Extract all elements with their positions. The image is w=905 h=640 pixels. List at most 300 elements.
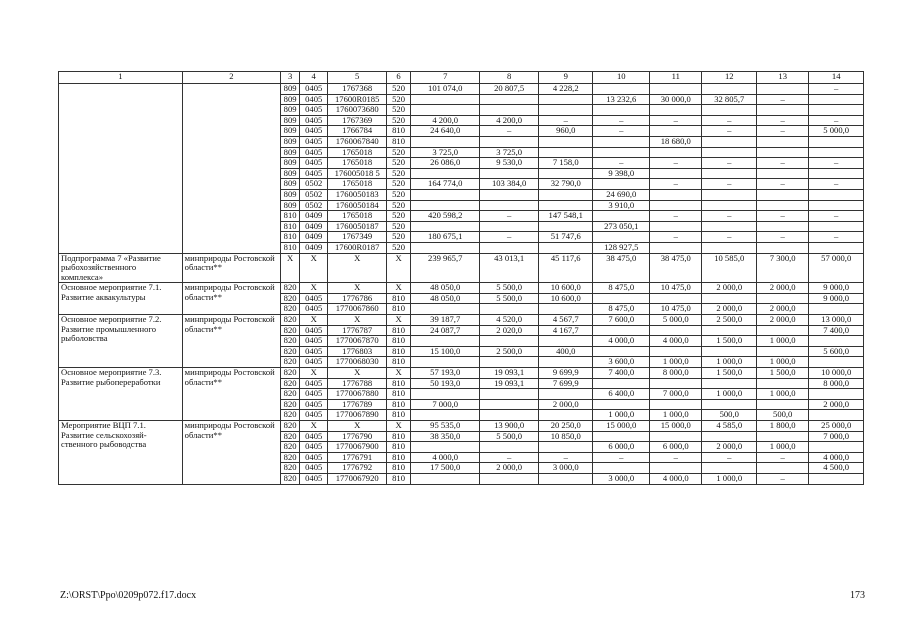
amount-cell: [411, 168, 480, 179]
code-cell: 520: [387, 115, 411, 126]
amount-cell: [538, 200, 593, 211]
code-cell: 1776787: [328, 325, 387, 336]
amount-cell: [538, 105, 593, 116]
amount-cell: [809, 221, 864, 232]
amount-cell: 7 600,0: [593, 315, 650, 326]
amount-cell: 960,0: [538, 126, 593, 137]
code-cell: 809: [281, 189, 300, 200]
code-cell: 520: [387, 84, 411, 95]
code-cell: 0409: [300, 211, 328, 222]
amount-cell: [593, 293, 650, 304]
amount-cell: [650, 378, 702, 389]
code-cell: X: [281, 253, 300, 283]
amount-cell: 400,0: [538, 346, 593, 357]
column-header: 14: [809, 72, 864, 84]
code-cell: 820: [281, 336, 300, 347]
amount-cell: [756, 168, 808, 179]
program-name-cell: Основное мероприятие 7.2. Развитие промышленного рыболовства: [59, 315, 183, 368]
amount-cell: 4 200,0: [411, 115, 480, 126]
amount-cell: –: [702, 158, 757, 169]
amount-cell: –: [480, 211, 539, 222]
code-cell: 820: [281, 315, 300, 326]
code-cell: 0405: [300, 410, 328, 421]
amount-cell: [593, 84, 650, 95]
amount-cell: 7 000,0: [650, 389, 702, 400]
code-cell: 0405: [300, 389, 328, 400]
amount-cell: [480, 399, 539, 410]
amount-cell: 5 600,0: [809, 346, 864, 357]
code-cell: 1767368: [328, 84, 387, 95]
amount-cell: [538, 147, 593, 158]
amount-cell: 3 725,0: [411, 147, 480, 158]
amount-cell: [538, 410, 593, 421]
amount-cell: [411, 389, 480, 400]
table-row: [59, 315, 864, 326]
program-name-cell: [59, 84, 183, 254]
amount-cell: [480, 442, 539, 453]
amount-cell: [593, 232, 650, 243]
code-cell: 810: [387, 378, 411, 389]
code-cell: 1776789: [328, 399, 387, 410]
code-cell: X: [300, 253, 328, 283]
code-cell: 1770067900: [328, 442, 387, 453]
amount-cell: –: [650, 211, 702, 222]
amount-cell: 10 600,0: [538, 293, 593, 304]
code-cell: 1765018: [328, 147, 387, 158]
amount-cell: [593, 431, 650, 442]
amount-cell: 9 699,9: [538, 368, 593, 379]
code-cell: 1776786: [328, 293, 387, 304]
amount-cell: [756, 189, 808, 200]
column-header: 12: [702, 72, 757, 84]
code-cell: 0405: [300, 293, 328, 304]
code-cell: 0405: [300, 346, 328, 357]
amount-cell: –: [702, 211, 757, 222]
code-cell: 810: [281, 211, 300, 222]
amount-cell: [702, 378, 757, 389]
code-cell: 17600R0185: [328, 94, 387, 105]
amount-cell: [756, 136, 808, 147]
amount-cell: 7 400,0: [593, 368, 650, 379]
code-cell: 520: [387, 105, 411, 116]
table-row: [59, 283, 864, 294]
amount-cell: 1 000,0: [650, 357, 702, 368]
amount-cell: 24 640,0: [411, 126, 480, 137]
code-cell: 820: [281, 283, 300, 294]
amount-cell: 2 000,0: [809, 399, 864, 410]
amount-cell: 26 086,0: [411, 158, 480, 169]
amount-cell: –: [756, 232, 808, 243]
amount-cell: [809, 94, 864, 105]
code-cell: 820: [281, 410, 300, 421]
amount-cell: 2 000,0: [756, 304, 808, 315]
amount-cell: 48 050,0: [411, 293, 480, 304]
amount-cell: 1 000,0: [650, 410, 702, 421]
amount-cell: [593, 463, 650, 474]
amount-cell: [756, 431, 808, 442]
table-row: [59, 421, 864, 432]
code-cell: 809: [281, 84, 300, 95]
amount-cell: [756, 200, 808, 211]
code-cell: 0405: [300, 105, 328, 116]
code-cell: X: [328, 421, 387, 432]
amount-cell: 2 000,0: [538, 399, 593, 410]
column-header: 9: [538, 72, 593, 84]
amount-cell: –: [480, 232, 539, 243]
code-cell: 809: [281, 200, 300, 211]
amount-cell: 3 000,0: [593, 473, 650, 484]
code-cell: 520: [387, 94, 411, 105]
amount-cell: [756, 399, 808, 410]
amount-cell: 1 000,0: [702, 389, 757, 400]
amount-cell: [480, 105, 539, 116]
amount-cell: 10 600,0: [538, 283, 593, 294]
amount-cell: 32 805,7: [702, 94, 757, 105]
column-header: 13: [756, 72, 808, 84]
code-cell: 0409: [300, 232, 328, 243]
amount-cell: 17 500,0: [411, 463, 480, 474]
code-cell: 520: [387, 200, 411, 211]
amount-cell: 6 000,0: [593, 442, 650, 453]
amount-cell: [538, 389, 593, 400]
amount-cell: [809, 189, 864, 200]
amount-cell: [809, 473, 864, 484]
amount-cell: 5 000,0: [809, 126, 864, 137]
amount-cell: [480, 410, 539, 421]
amount-cell: 24 087,7: [411, 325, 480, 336]
code-cell: 810: [387, 357, 411, 368]
amount-cell: 10 475,0: [650, 283, 702, 294]
amount-cell: 1 500,0: [702, 368, 757, 379]
amount-cell: 3 600,0: [593, 357, 650, 368]
amount-cell: [593, 325, 650, 336]
code-cell: 1765018: [328, 158, 387, 169]
amount-cell: 24 690,0: [593, 189, 650, 200]
amount-cell: 1 000,0: [702, 357, 757, 368]
code-cell: X: [328, 315, 387, 326]
amount-cell: 4 520,0: [480, 315, 539, 326]
program-name-cell: Подпрограмма 7 «Развитие рыбохозяйственного комплекса»: [59, 253, 183, 283]
amount-cell: [756, 325, 808, 336]
code-cell: 0405: [300, 452, 328, 463]
code-cell: 0409: [300, 221, 328, 232]
amount-cell: [809, 410, 864, 421]
amount-cell: [809, 136, 864, 147]
amount-cell: 38 350,0: [411, 431, 480, 442]
amount-cell: 3 000,0: [538, 463, 593, 474]
program-name-cell: Мероприятие ВЦП 7.1. Развитие сельскохозяй-ственного рыбоводства: [59, 421, 183, 485]
code-cell: 1770067880: [328, 389, 387, 400]
code-cell: 0405: [300, 325, 328, 336]
amount-cell: 4 228,2: [538, 84, 593, 95]
column-header: 7: [411, 72, 480, 84]
amount-cell: 7 400,0: [809, 325, 864, 336]
amount-cell: 2 500,0: [480, 346, 539, 357]
amount-cell: [809, 336, 864, 347]
amount-cell: [650, 168, 702, 179]
amount-cell: [480, 200, 539, 211]
code-cell: 810: [387, 304, 411, 315]
amount-cell: [538, 189, 593, 200]
amount-cell: –: [702, 126, 757, 137]
amount-cell: 103 384,0: [480, 179, 539, 190]
code-cell: 1760050183: [328, 189, 387, 200]
amount-cell: [756, 105, 808, 116]
executor-cell: минприроды Ростовской области**: [182, 368, 281, 421]
amount-cell: 18 680,0: [650, 136, 702, 147]
amount-cell: –: [756, 452, 808, 463]
code-cell: 1765018: [328, 211, 387, 222]
code-cell: 810: [387, 410, 411, 421]
amount-cell: 147 548,1: [538, 211, 593, 222]
amount-cell: [650, 293, 702, 304]
amount-cell: 57 000,0: [809, 253, 864, 283]
amount-cell: 5 500,0: [480, 431, 539, 442]
code-cell: X: [328, 368, 387, 379]
amount-cell: 7 000,0: [809, 431, 864, 442]
table-row: [59, 368, 864, 379]
code-cell: 810: [387, 463, 411, 474]
code-cell: 0405: [300, 399, 328, 410]
document-page: [58, 71, 864, 485]
amount-cell: [538, 442, 593, 453]
code-cell: 810: [281, 221, 300, 232]
table-row: [59, 253, 864, 283]
amount-cell: 500,0: [702, 410, 757, 421]
amount-cell: [593, 105, 650, 116]
code-cell: 0405: [300, 473, 328, 484]
amount-cell: 3 910,0: [593, 200, 650, 211]
code-cell: 810: [387, 346, 411, 357]
footer-file-path: Z:\ORST\Ppo\0209p072.f17.docx: [60, 590, 197, 601]
code-cell: 520: [387, 179, 411, 190]
amount-cell: [538, 336, 593, 347]
amount-cell: [650, 242, 702, 253]
amount-cell: –: [809, 158, 864, 169]
code-cell: 1770067920: [328, 473, 387, 484]
amount-cell: 8 475,0: [593, 304, 650, 315]
amount-cell: [702, 105, 757, 116]
amount-cell: –: [650, 158, 702, 169]
amount-cell: –: [593, 126, 650, 137]
amount-cell: 4 000,0: [650, 473, 702, 484]
code-cell: 820: [281, 293, 300, 304]
amount-cell: [593, 399, 650, 410]
amount-cell: 1 500,0: [702, 336, 757, 347]
amount-cell: [702, 189, 757, 200]
code-cell: 810: [387, 389, 411, 400]
amount-cell: [809, 105, 864, 116]
amount-cell: 180 675,1: [411, 232, 480, 243]
amount-cell: 19 093,1: [480, 368, 539, 379]
amount-cell: –: [756, 211, 808, 222]
code-cell: 1770067890: [328, 410, 387, 421]
amount-cell: –: [650, 179, 702, 190]
amount-cell: [480, 357, 539, 368]
code-cell: 520: [387, 221, 411, 232]
code-cell: 0405: [300, 431, 328, 442]
amount-cell: [480, 136, 539, 147]
amount-cell: –: [809, 115, 864, 126]
amount-cell: –: [538, 115, 593, 126]
code-cell: 810: [387, 473, 411, 484]
amount-cell: 15 000,0: [650, 421, 702, 432]
amount-cell: 13 900,0: [480, 421, 539, 432]
amount-cell: 57 193,0: [411, 368, 480, 379]
amount-cell: –: [756, 126, 808, 137]
code-cell: 1767349: [328, 232, 387, 243]
amount-cell: [650, 399, 702, 410]
amount-cell: 20 250,0: [538, 421, 593, 432]
amount-cell: 20 807,5: [480, 84, 539, 95]
code-cell: 820: [281, 378, 300, 389]
amount-cell: 15 000,0: [593, 421, 650, 432]
amount-cell: [650, 346, 702, 357]
amount-cell: 4 000,0: [411, 452, 480, 463]
amount-cell: 48 050,0: [411, 283, 480, 294]
code-cell: 810: [387, 293, 411, 304]
amount-cell: –: [702, 232, 757, 243]
code-cell: 820: [281, 473, 300, 484]
amount-cell: 2 500,0: [702, 315, 757, 326]
code-cell: X: [300, 315, 328, 326]
amount-cell: 2 020,0: [480, 325, 539, 336]
code-cell: 0405: [300, 147, 328, 158]
amount-cell: [538, 357, 593, 368]
amount-cell: –: [756, 473, 808, 484]
amount-cell: [538, 168, 593, 179]
column-header: 10: [593, 72, 650, 84]
amount-cell: 8 000,0: [809, 378, 864, 389]
amount-cell: –: [593, 115, 650, 126]
code-cell: 1765018: [328, 179, 387, 190]
amount-cell: 4 500,0: [809, 463, 864, 474]
amount-cell: 15 100,0: [411, 346, 480, 357]
amount-cell: [650, 84, 702, 95]
executor-cell: [182, 84, 281, 254]
code-cell: 810: [281, 232, 300, 243]
amount-cell: 19 093,1: [480, 378, 539, 389]
amount-cell: [702, 84, 757, 95]
code-cell: X: [300, 368, 328, 379]
amount-cell: –: [809, 179, 864, 190]
amount-cell: [538, 94, 593, 105]
amount-cell: [650, 325, 702, 336]
amount-cell: 2 000,0: [756, 283, 808, 294]
amount-cell: 10 585,0: [702, 253, 757, 283]
code-cell: 820: [281, 399, 300, 410]
code-cell: X: [328, 283, 387, 294]
column-header: 2: [182, 72, 281, 84]
amount-cell: 4 585,0: [702, 421, 757, 432]
code-cell: 810: [387, 431, 411, 442]
code-cell: 0405: [300, 168, 328, 179]
amount-cell: [480, 336, 539, 347]
amount-cell: [411, 200, 480, 211]
amount-cell: 1 000,0: [756, 357, 808, 368]
code-cell: 520: [387, 242, 411, 253]
code-cell: 809: [281, 105, 300, 116]
amount-cell: [480, 473, 539, 484]
code-cell: 520: [387, 211, 411, 222]
amount-cell: [480, 242, 539, 253]
amount-cell: 420 598,2: [411, 211, 480, 222]
code-cell: 0405: [300, 336, 328, 347]
column-header: 4: [300, 72, 328, 84]
amount-cell: [809, 147, 864, 158]
amount-cell: 500,0: [756, 410, 808, 421]
amount-cell: [702, 399, 757, 410]
amount-cell: 9 398,0: [593, 168, 650, 179]
amount-cell: 38 475,0: [593, 253, 650, 283]
amount-cell: 128 927,5: [593, 242, 650, 253]
amount-cell: [538, 304, 593, 315]
amount-cell: [411, 336, 480, 347]
code-cell: 0502: [300, 179, 328, 190]
amount-cell: [702, 463, 757, 474]
amount-cell: 43 013,1: [480, 253, 539, 283]
amount-cell: –: [756, 179, 808, 190]
column-header: 11: [650, 72, 702, 84]
code-cell: 1776791: [328, 452, 387, 463]
amount-cell: 6 000,0: [650, 442, 702, 453]
code-cell: 1770067870: [328, 336, 387, 347]
amount-cell: [702, 136, 757, 147]
program-name-cell: Основное мероприятие 7.1. Развитие аквакультуры: [59, 283, 183, 315]
amount-cell: 50 193,0: [411, 378, 480, 389]
amount-cell: 10 000,0: [809, 368, 864, 379]
amount-cell: –: [480, 126, 539, 137]
amount-cell: [480, 304, 539, 315]
amount-cell: [411, 442, 480, 453]
amount-cell: [756, 463, 808, 474]
code-cell: 1760073680: [328, 105, 387, 116]
code-cell: 810: [281, 242, 300, 253]
amount-cell: 9 000,0: [809, 283, 864, 294]
amount-cell: 25 000,0: [809, 421, 864, 432]
amount-cell: [702, 200, 757, 211]
amount-cell: [650, 189, 702, 200]
amount-cell: 1 000,0: [702, 473, 757, 484]
amount-cell: [702, 293, 757, 304]
code-cell: 809: [281, 168, 300, 179]
amount-cell: [593, 346, 650, 357]
amount-cell: 4 200,0: [480, 115, 539, 126]
amount-cell: –: [809, 232, 864, 243]
code-cell: 0405: [300, 304, 328, 315]
amount-cell: 5 500,0: [480, 283, 539, 294]
budget-table: [58, 71, 864, 485]
code-cell: 0405: [300, 126, 328, 137]
code-cell: 1766784: [328, 126, 387, 137]
amount-cell: –: [650, 115, 702, 126]
amount-cell: 9 000,0: [809, 293, 864, 304]
amount-cell: 5 000,0: [650, 315, 702, 326]
code-cell: 809: [281, 126, 300, 137]
amount-cell: 8 000,0: [650, 368, 702, 379]
column-header: 3: [281, 72, 300, 84]
amount-cell: [480, 168, 539, 179]
amount-cell: [480, 389, 539, 400]
amount-cell: 1 000,0: [593, 410, 650, 421]
amount-cell: [650, 105, 702, 116]
amount-cell: [480, 221, 539, 232]
amount-cell: 1 000,0: [756, 336, 808, 347]
code-cell: 810: [387, 325, 411, 336]
header-row: [59, 72, 864, 84]
amount-cell: [702, 221, 757, 232]
code-cell: 810: [387, 136, 411, 147]
